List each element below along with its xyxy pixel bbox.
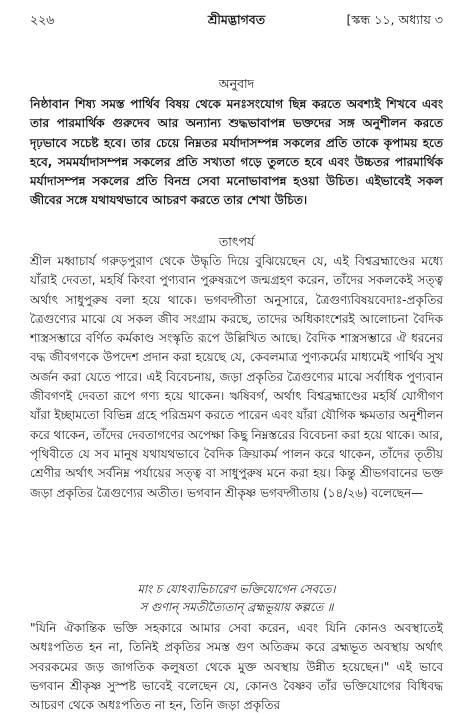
verse-line: স গুণান্ সমতীত্যৈতান্ ব্রহ্মভূয়ায় কল্পতে ॥: [139, 600, 334, 614]
translation-heading: অনুবাদ: [218, 76, 255, 91]
purport-text-continued: "যিনি ঐকান্তিক ভক্তি সহকারে আমার সেবা করেন, এবং যিনি কোনও অবস্থাতেই অধঃপতিত হন না, তিনিই প্রকৃতির সমস্ত গুণ অতিক্রম করে ব্রহ্মভূত অবস্থায় অর্থাৎ সবরকমের জড় জাগতিক কলুষতা থেকে মুক্ত অবস্থায় উন্নীত হয়েছেন।" এই ভাবে ভগবান শ্রীকৃষ্ণ সুস্পষ্ট ভাবেই বলেছেন যে, কোনও বৈষ্ণব তাঁর ভক্তিযোগের বিধিবদ্ধ আচরণ থেকে অধঃপতিত না হন, তিনি জড়া প্রকৃতির: [30, 621, 443, 713]
page-number: ২২৬: [30, 12, 55, 27]
book-title: শ্রীমদ্ভাগবত: [207, 12, 266, 27]
verse-line: মাং চ যোঽব্যভিচারেণ ভক্তিযোগেন সেবতে।: [137, 582, 336, 596]
translation-text: নিষ্ঠাবান শিষ্য সমস্ত পার্থিব বিষয় থেকে মনঃসংযোগ ছিন্ন করতে অবশ্যই শিখবে এবং তার পারমার্থিক গুরুদেব আর অন্যান্য শুদ্ধভাবাপন্ন ভক্তদের সঙ্গ অনুশীলন করতে দৃঢ়ভাবে সচেষ্ট হবে। তার চেয়ে নিম্নতর মর্যাদাসম্পন্ন সকলের প্রতি তাকে কৃপাময় হতে হবে, সমমর্যাদাসম্পন্ন সকলের প্রতি সখ্যতা গড়ে তুলতে হবে এবং উচ্চতর পারমার্থিক মর্যাদাসম্পন্ন সকলের প্রতি বিনম্র সেবা মনোভাবাপন্ন হওয়া উচিত। এইভাবেই সকল জীবের সঙ্গে যথাযথভাবে আচরণ করতে তার শেখা উচিত।: [30, 97, 443, 208]
verse-quote: [30, 580, 443, 616]
purport-heading: তাৎপর্য: [218, 234, 255, 249]
purport-text: শ্রীল মধ্বাচার্য গরুড়পুরাণ থেকে উদ্ধৃতি দিয়ে বুঝিয়েছেন যে, এই বিশ্বব্রহ্মাণ্ডের মধ্যে যাঁরাই দেবতা, মহর্ষি কিংবা পুণ্যবান পুরুষরূপে জন্মগ্রহণ করেন, তাঁদের সকলকেই সত্ত্ব অর্থাৎ সাধুপুরুষ বলা হয়ে থাকে। ভগবদ্গীতা অনুসারে, ত্রৈগুণ্যবিষয়বেদাঃ-প্রকৃতির ত্রৈগুণ্যের মাঝে যে সকল জীব সংগ্রাম করছে, তাদের অধিকাংশেরই আলোচনা বৈদিক শাস্ত্রসম্ভারে বর্ণিত কর্মকাণ্ড সংস্কৃতি রূপে উল্লিখিত আছে। বৈদিক শাস্ত্রসম্ভারে ঐ ধরনের বদ্ধ জীবগণকে উপদেশ প্রদান করা হয়েছে যে, কেবলমাত্র পুণ্যকর্মের মাধ্যমেই পার্থিব সুখ অর্জন করা যেতে পারে। এই বিবেচনায়, জড়া প্রকৃতির ত্রৈগুণ্যের মাঝে সর্বাধিক পুণ্যবান জীবগণই দেবতা রূপে গণ্য হয়ে থাকেন। ঋষিবর্গ, অর্থাৎ বিশ্বব্রহ্মাণ্ডের মহর্ষি যোগীগণ যাঁরা ইচ্ছামতো বিভিন্ন গ্রহে পরিভ্রমণ করতে পারেন এবং যাঁরা যৌগিক ক্ষমতার অনুশীলন করে থাকেন, তাঁদের দেবতাগণের অপেক্ষা কিছু নিম্নস্তরের বিবেচনা করা হয়ে থাকে। আর, পৃথিবীতে যে সব মানুষ যথাযথভাবে বৈদিক ক্রিয়াকর্ম পালন করে থাকেন, তাঁদের তৃতীয় শ্রেণীর অর্থাৎ সর্বনিম্ন পর্যায়ের সত্ত্ব বা সাধুপুরুষ মনে করা হয়। কিন্তু শ্রীভগবানের ভক্ত জড়া প্রকৃতির ত্রৈগুণ্যের অতীত। ভগবান শ্রীকৃষ্ণ ভগবদ্গীতায় (১৪/২৬) বলেছেন—: [30, 254, 443, 500]
page-header: [30, 12, 443, 34]
section-label: [স্কন্ধ ১১, অধ্যায় ৩: [346, 12, 443, 27]
